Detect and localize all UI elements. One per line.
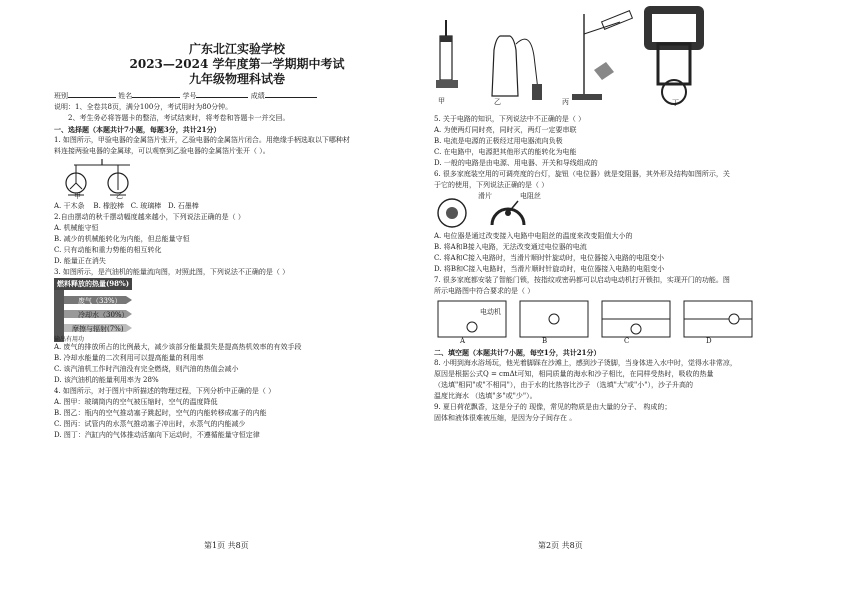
q1-option-c[interactable]: C. 玻璃棒 [130,202,162,210]
q4-option-d[interactable]: D. 图丁：汽缸内的气体推动活塞向下运动时，不遵循能量守恒定律 [54,431,260,439]
q3-option-c[interactable]: C. 该汽油机工作时汽油没有完全燃烧，则汽油的热值会减小 [54,365,239,373]
q8-line-2: 原因是根据公式Q = cmΔt可知，相同质量的海水和沙子相比，在同样受热时，吸收的热量 [434,370,714,378]
q2-option-b[interactable]: B. 减少的机械能转化为内能，但总能量守恒 [54,235,190,243]
q5-option-d[interactable]: D. 一般的电路是由电源、用电器、开关和导线组成的 [434,159,598,167]
q3-coolant-label: 冷却水（30%） [78,311,129,319]
bottle-icon [492,36,518,96]
compression-tube-icon [440,36,452,80]
q1-line-2: 料连接两验电器的金属球，可以观察到乙验电器的金属箔片张开（ ）。 [54,147,270,155]
circuit-diagrams [434,297,834,347]
q3-option-d[interactable]: D. 该汽油机的能量利用率为 28% [54,376,159,384]
section-2-heading: 二、填空题（本题共计7小题，每空1分，共计21分） [434,348,601,357]
q3-useful-work-label: 输出有用功 [54,336,85,343]
fig-label-jia: 甲 [438,97,445,105]
q3-friction-label: 摩擦与辐射(7%) [72,325,124,333]
q6-line-2: 于它的使用，下列说法正确的是（ ） [434,181,549,189]
q5-option-b[interactable]: B. 电流是电源的正极经过用电器流向负极 [434,137,563,145]
q1-electroscope-figure [54,157,174,201]
q5-stem: 5. 关于电路的知识，下列说法中不正确的是（ ） [434,115,586,123]
q3-fuel-heat-label: 燃料释放的热量(98%) [57,279,130,288]
fig-label-yi: 乙 [494,98,501,106]
class-label: 班别 [54,92,68,100]
q4-option-c[interactable]: C. 图丙：试管内的水蒸气推动塞子冲出时，水蒸气的内能减少 [54,420,246,428]
q4-option-b[interactable]: B. 图乙：瓶内的空气推动塞子跳起时，空气的内能转移成塞子的内能 [54,409,267,417]
q7-option-c[interactable]: C [624,337,630,345]
q2-option-d[interactable]: D. 能量正在消失 [54,257,106,265]
q6-line-1: 6. 很多家庭装空用的可调亮度的台灯，旋钮（电位器）就是变阻器，其外形及结构如图所示，关 [434,170,730,178]
q3-stem: 3. 如图所示，是汽油机的能量流向图，对照此图，下列说法不正确的是（ ） [54,268,290,276]
q3-option-b[interactable]: B. 冷却水能量的二次利用可以提高能量的利用率 [54,354,204,362]
name-field[interactable] [132,97,180,98]
q7-option-a[interactable]: A [460,337,466,345]
student-info-row [54,91,420,102]
note-1: 说明：1、全卷共8页，满分100分，考试用时为80分钟。 [54,103,233,111]
q7-option-b[interactable]: B [542,337,548,345]
note-2: 2、考生务必将答题卡的整洁，考试结束时，将考卷和答题卡一并交回。 [68,114,290,122]
q7-line-2: 所示电路图中符合要求的是（ ） [434,287,535,295]
q1-option-b[interactable]: B. 橡胶棒 [93,202,125,210]
q6-option-c[interactable]: C. 将A和C接入电路时，当滑片顺时针旋动时，电位器接入电路的电阻变小 [434,254,664,262]
id-field[interactable] [196,97,248,98]
page-1-footer: 第1页 共8页 [204,541,249,550]
q7-motor-label: 电动机 [480,308,501,316]
q8-line-4: 温度比海水 （选填"多"或"少"）。 [434,392,537,400]
q5-option-c[interactable]: C. 在电路中，电源把其他形式的能转化为电能 [434,148,577,156]
score-label: 成绩 [250,92,265,100]
q9-line-1: 9. 夏日荷花飘香，这是分子的 现像，常见的物质是由大量的分子、 构成的； [434,403,672,411]
exam-page-2 [430,0,860,597]
q4-option-a[interactable]: A. 图甲：玻璃筒内的空气被压缩时，空气的温度降低 [54,398,218,406]
q8-line-1: 8. 小明到海水浴场玩，他光着脚踩在沙滩上，感到沙子烫脚，当身体进入水中时，觉得水非常凉， [434,359,737,367]
class-field[interactable] [68,97,116,98]
score-field[interactable] [265,97,317,98]
section-1-heading: 一、选择题（本题共计7小题，每题3分，共计21分） [54,125,221,134]
q4-stem: 4. 如图所示，对于图片中所描述的物理过程，下列分析中正确的是（ ） [54,387,276,395]
q3-energy-flow-figure [54,278,164,342]
q4-figures [434,0,834,108]
q6-potentiometer-figure [434,191,554,231]
q7-option-d[interactable]: D [706,337,712,345]
q7-line-1: 7. 很多家庭都安装了智能门锁，按指纹或密码都可以启动电动机打开锁扣，实现开门的功能。图 [434,276,730,284]
q1-label-jia: 甲 [74,192,81,200]
q6-option-d[interactable]: D. 将B和C接入电路时，当滑片顺时针旋动时，电位器接入电路的电阻变小 [434,265,665,273]
q1-line-1: 1. 如图所示，甲验电器的金属箔片张开，乙验电器的金属箔片闭合。用绝缘手柄选取以下哪种材 [54,136,350,144]
q2-option-a[interactable]: A. 机械能守恒 [54,224,99,232]
q6-wire-label: 电阻丝 [520,192,541,200]
name-label: 姓名 [118,92,133,100]
fig-label-ding: 丁 [672,99,679,107]
q6-option-a[interactable]: A. 电位器是通过改变接入电路中电阻丝的温度来改变阻值大小的 [434,232,633,240]
id-label: 学号 [182,92,197,100]
q7-circuit-figures [434,297,834,347]
q3-exhaust-label: 废气（33%） [78,297,122,305]
q1-label-yi: 乙 [116,192,123,200]
q6-slider-label: 滑片 [478,192,492,200]
q5-option-a[interactable]: A. 为使两灯同时亮，同时灭，两灯一定要串联 [434,126,577,134]
q8-line-3: （选填"相同"或"不相同"），由于水的比热容比沙子 （选填"大"或"小"），沙子升高的 [434,381,693,389]
q3-option-a[interactable]: A. 废气的排放所占的比例最大，减少该部分能量损失是提高热机效率的有效手段 [54,343,302,351]
page-2-footer: 第2页 共8页 [538,541,583,550]
q1-option-a[interactable]: A. 干木条 [54,202,85,210]
q6-option-b[interactable]: B. 将A和B接入电路，无法改变通过电位器的电流 [434,243,587,251]
q2-stem: 2.自由摆动的秋千摆动幅度越来越小，下列说法正确的是（ ） [54,213,245,221]
q2-option-c[interactable]: C. 只有动能和重力势能的相互转化 [54,246,162,254]
q4-apparatus-drawing [434,0,834,108]
paper-subject: 九年级物理科试卷 [188,72,285,86]
electroscope-drawing [54,157,174,201]
q1-option-d[interactable]: D. 石墨棒 [167,202,199,210]
fig-label-bing: 丙 [562,98,569,106]
q1-options [54,201,420,212]
school-name: 广东北江实验学校 [188,42,285,56]
exam-name: 2023—2024 学年度第一学期期中考试 [129,57,345,71]
q9-line-2: 固体和液体很难被压缩，是因为分子间存在 。 [434,414,577,422]
